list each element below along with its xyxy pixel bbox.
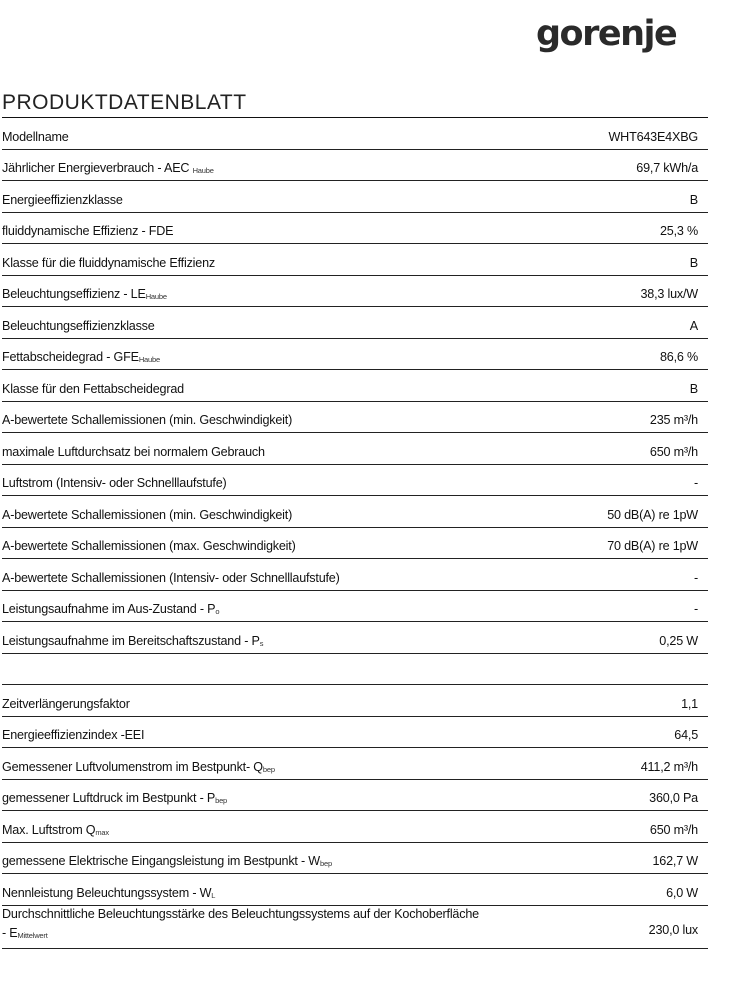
row-value: 360,0 Pa	[649, 791, 698, 805]
row-value: 25,3 %	[659, 224, 698, 238]
row-label-text: A-bewertete Schallemissionen (min. Geschwindigkeit)	[2, 507, 293, 522]
table-row	[2, 339, 708, 371]
row-value: 64,5	[674, 728, 698, 742]
row-value: -	[694, 570, 698, 585]
table-row	[2, 748, 708, 780]
row-label	[2, 382, 184, 396]
row-label-subscript: bep	[262, 764, 275, 774]
page-title: PRODUKTDATENBLATT	[2, 91, 247, 114]
row-label	[2, 445, 265, 459]
row-label	[2, 161, 214, 175]
table-row	[2, 780, 708, 812]
row-label	[2, 193, 123, 207]
row-label-text: Durchschnittliche Beleuchtungsstärke des Beleuchtungssystems auf der Kochoberfläche	[2, 906, 479, 921]
row-label	[2, 413, 292, 427]
row-label	[2, 571, 340, 585]
row-label-text: Beleuchtungseffizienz - LE	[2, 287, 146, 301]
row-label-text: Gemessener Luftvolumenstrom im Bestpunkt- Q	[2, 759, 263, 774]
row-label-text: Energieeffizienzindex -EEI	[2, 728, 145, 742]
row-label-text: Energieeffizienzklasse	[2, 192, 123, 207]
table-row	[2, 118, 708, 150]
row-label	[2, 697, 130, 711]
table-row	[2, 150, 708, 182]
row-value: B	[689, 255, 698, 270]
row-label-subscript: bep	[320, 859, 332, 868]
row-value: 86,6 %	[659, 350, 698, 364]
row-label-text: gemessene Elektrische Eingangsleistung im Bestpunkt - W	[2, 854, 320, 868]
row-label	[2, 256, 215, 270]
row-label-subscript: o	[215, 607, 220, 616]
row-label-subscript: L	[211, 890, 216, 900]
table-row	[2, 402, 708, 434]
row-label	[2, 508, 292, 522]
row-label	[2, 130, 69, 144]
table-row	[2, 496, 708, 528]
row-value: 650 m³/h	[649, 822, 698, 837]
row-label-subscript: Haube	[192, 166, 214, 175]
table-row	[2, 717, 708, 749]
row-label-subscript: Haube	[145, 292, 167, 301]
row-label	[2, 854, 332, 868]
gorenje-logo: gorenje	[536, 14, 677, 54]
row-label	[2, 539, 296, 553]
row-value: 69,7 kWh/a	[636, 161, 698, 175]
row-value: B	[689, 381, 698, 396]
table-row	[2, 370, 708, 402]
table-row	[2, 843, 708, 875]
row-value: 235 m³/h	[649, 413, 698, 427]
table-row	[2, 906, 708, 949]
row-label	[2, 728, 144, 742]
row-label	[2, 350, 160, 364]
row-label-text: gemessener Luftdruck im Bestpunkt - P	[2, 791, 216, 805]
row-value: A	[689, 318, 698, 333]
product-data-table	[2, 118, 708, 949]
row-label	[2, 823, 109, 837]
row-label-text: fluiddynamische Effizienz - FDE	[2, 224, 174, 238]
row-label-text: Klasse für die fluiddynamische Effizienz	[2, 255, 215, 270]
row-label-subscript: Mittelwert	[17, 930, 48, 940]
row-value: 411,2 m³/h	[640, 759, 698, 774]
row-label	[2, 886, 215, 900]
row-label-text: Max. Luftstrom Q	[2, 822, 96, 837]
row-value: 6,0 W	[666, 885, 698, 900]
row-label	[2, 634, 263, 648]
row-label-text: A-bewertete Schallemissionen (min. Geschwindigkeit)	[2, 413, 293, 427]
row-value: B	[689, 192, 698, 207]
table-row-empty	[2, 654, 708, 686]
table-row	[2, 685, 708, 717]
table-row	[2, 465, 708, 497]
table-row	[2, 811, 708, 843]
row-label-text: A-bewertete Schallemissionen (Intensiv- oder Schnelllaufstufe)	[2, 570, 340, 585]
row-label	[2, 287, 167, 301]
row-value: -	[694, 602, 698, 616]
row-label-subscript: Haube	[138, 355, 160, 364]
row-label-text: Nennleistung Beleuchtungssystem - W	[2, 885, 212, 900]
row-label	[2, 224, 173, 238]
row-label	[2, 760, 275, 774]
table-row	[2, 874, 708, 906]
row-label-text: Leistungsaufnahme im Aus-Zustand - P	[2, 602, 216, 616]
table-row	[2, 307, 708, 339]
table-row	[2, 622, 708, 654]
row-label-text: Klasse für den Fettabscheidegrad	[2, 381, 184, 396]
row-value: WHT643E4XBG	[608, 129, 698, 144]
row-label	[2, 905, 479, 945]
row-label-text: Fettabscheidegrad - GFE	[2, 350, 139, 364]
row-value: 70 dB(A) re 1pW	[607, 539, 698, 553]
table-row	[2, 276, 708, 308]
row-label-text: Jährlicher Energieverbrauch - AEC	[2, 161, 193, 175]
row-value: 38,3 lux/W	[640, 287, 698, 301]
row-label-text: A-bewertete Schallemissionen (max. Geschwindigkeit)	[2, 539, 296, 553]
row-label	[2, 791, 227, 805]
row-value: 50 dB(A) re 1pW	[607, 507, 698, 522]
row-label-text: Modellname	[2, 129, 69, 144]
table-row	[2, 244, 708, 276]
table-row	[2, 433, 708, 465]
row-value: -	[694, 476, 698, 490]
row-value: 162,7 W	[652, 854, 698, 868]
row-label-text: Leistungsaufnahme im Bereitschaftszustand - P	[2, 633, 260, 648]
row-label-subscript: bep	[215, 796, 228, 805]
row-value: 230,0 lux	[648, 922, 698, 937]
table-row	[2, 559, 708, 591]
row-label-text: Beleuchtungseffizienzklasse	[2, 318, 155, 333]
row-label	[2, 476, 227, 490]
row-label-subscript: s	[259, 638, 264, 648]
row-value: 0,25 W	[659, 633, 698, 648]
row-label	[2, 602, 219, 616]
table-row	[2, 591, 708, 623]
row-label-subscript: max	[95, 827, 109, 837]
row-label-text: Zeitverlängerungsfaktor	[2, 696, 130, 711]
row-value: 1,1	[681, 696, 698, 711]
table-row	[2, 181, 708, 213]
table-row	[2, 528, 708, 560]
row-label-text: Luftstrom (Intensiv- oder Schnelllaufstufe)	[2, 476, 227, 490]
row-value: 650 m³/h	[649, 444, 698, 459]
row-label	[2, 319, 155, 333]
row-label-text: - E	[2, 925, 18, 940]
row-label-text: maximale Luftdurchsatz bei normalem Gebrauch	[2, 444, 265, 459]
table-row	[2, 213, 708, 245]
